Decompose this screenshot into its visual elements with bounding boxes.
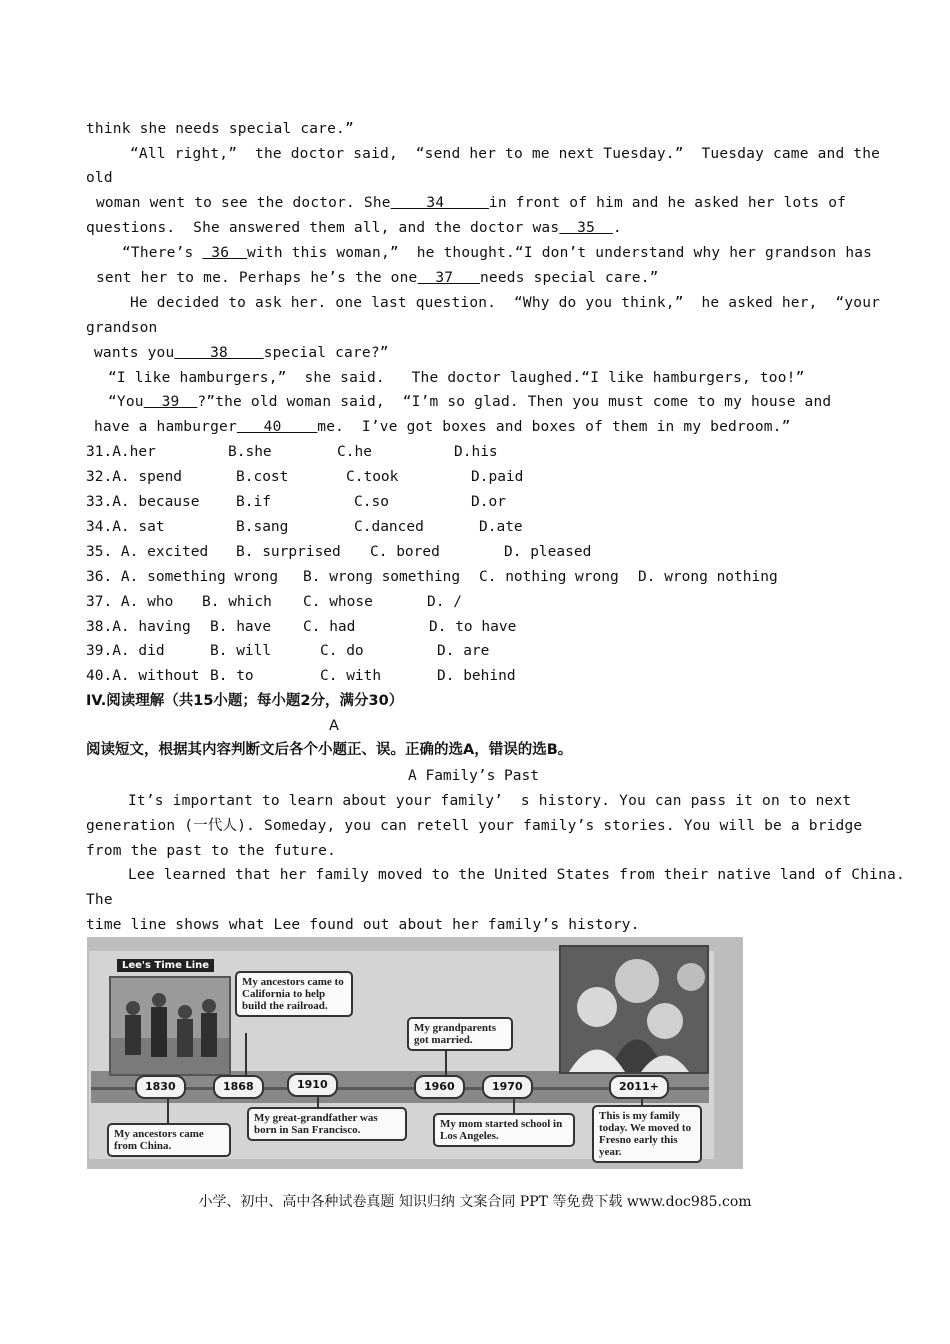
story-line-8: He decided to ask her. one last question. “Why do you think,” he asked her, “your <box>130 295 881 311</box>
q38-c: C. had <box>303 619 356 635</box>
stem-1970 <box>513 1099 515 1113</box>
q33-a: 33.A. because <box>86 494 200 510</box>
instruction-text: 阅读短文，根据其内容判断文后各个小题正、误。正确的选A，错误的选B。 <box>86 742 573 758</box>
q35-b: B. surprised <box>236 544 341 560</box>
story-line-4: woman went to see the doctor. She 34 in front of him and he asked her lots of <box>96 195 847 211</box>
q39-c: C. do <box>320 643 364 659</box>
story-line-10: wants you 38 special care?” <box>94 345 389 361</box>
timeline-title: Lee's Time Line <box>117 959 214 972</box>
part-label: A <box>329 718 339 734</box>
passage-p2-line2: The <box>86 892 113 908</box>
q32-d: D.paid <box>471 469 524 485</box>
year-1830: 1830 <box>135 1075 186 1099</box>
q32-c: C.took <box>346 469 399 485</box>
q34-d: D.ate <box>479 519 523 535</box>
q40-a: 40.A. without <box>86 668 200 684</box>
q35-c: C. bored <box>370 544 440 560</box>
q34-b: B.sang <box>236 519 289 535</box>
story-line-13: have a hamburger 40 me. I’ve got boxes and boxes of them in my bedroom.” <box>94 419 791 435</box>
blank-36: 36 <box>202 245 248 261</box>
story-line-6: “There’s 36 with this woman,” he thought.“I don’t understand why her grandson has <box>122 245 873 261</box>
timeline-figure <box>87 937 743 1169</box>
page-footer: 小学、初中、高中各种试卷真题 知识归纳 文案合同 PPT 等免费下载 www.doc985.com <box>198 1194 752 1210</box>
q35-a: 35. A. excited <box>86 544 209 560</box>
stem-1830 <box>167 1099 169 1123</box>
q31-c: C.he <box>337 444 372 460</box>
q36-c: C. nothing wrong <box>479 569 619 585</box>
q35-d: D. pleased <box>504 544 592 560</box>
blank-38: 38 <box>174 345 264 361</box>
q38-b: B. have <box>210 619 272 635</box>
q32-b: B.cost <box>236 469 289 485</box>
year-1910: 1910 <box>287 1073 338 1097</box>
q34-c: C.danced <box>354 519 424 535</box>
story-line-1: think she needs special care.” <box>86 121 354 137</box>
q37-a: 37. A. who <box>86 594 174 610</box>
q38-a: 38.A. having <box>86 619 191 635</box>
event-1868: My ancestors came to California to help build the railroad. <box>235 971 353 1017</box>
q36-a: 36. A. something wrong <box>86 569 279 585</box>
q31-d: D.his <box>454 444 498 460</box>
stem-1910 <box>317 1097 319 1107</box>
year-1868: 1868 <box>213 1075 264 1099</box>
q39-b: B. will <box>210 643 272 659</box>
story-line-7: sent her to me. Perhaps he’s the one 37 needs special care.” <box>96 270 659 286</box>
q33-b: B.if <box>236 494 271 510</box>
passage-p1-line1: It’s important to learn about your family’ s history. You can pass it on to next <box>128 793 852 809</box>
q38-d: D. to have <box>429 619 517 635</box>
q31-b: B.she <box>228 444 272 460</box>
family-photo <box>559 945 709 1074</box>
old-family-photo <box>109 976 231 1076</box>
q37-b: B. which <box>202 594 272 610</box>
passage-p2-line1: Lee learned that her family moved to the United States from their native land of China. <box>128 867 905 883</box>
story-line-2: “All right,” the doctor said, “send her to me next Tuesday.” Tuesday came and the <box>130 146 881 162</box>
blank-37: 37 <box>417 270 480 286</box>
stem-1960 <box>445 1049 447 1075</box>
blank-39: 39 <box>143 394 198 410</box>
q37-d: D. / <box>427 594 462 610</box>
event-2011: This is my family today. We moved to Fresno early this year. <box>592 1105 702 1163</box>
q37-c: C. whose <box>303 594 373 610</box>
q40-c: C. with <box>320 668 382 684</box>
q40-b: B. to <box>210 668 254 684</box>
passage-p1-line3: from the past to the future. <box>86 843 337 859</box>
year-1960: 1960 <box>414 1075 465 1099</box>
event-1970: My mom started school in Los Angeles. <box>433 1113 575 1147</box>
passage-p2-line3: time line shows what Lee found out about her family’s history. <box>86 917 640 933</box>
event-1830: My ancestors came from China. <box>107 1123 231 1157</box>
year-2011: 2011+ <box>609 1075 669 1099</box>
q33-d: D.or <box>471 494 506 510</box>
passage-p1-line2: generation (一代人). Someday, you can retell your family’s stories. You will be a bridge <box>86 818 863 834</box>
story-line-12: “You 39 ?”the old woman said, “I’m so glad. Then you must come to my house and <box>108 394 832 410</box>
year-1970: 1970 <box>482 1075 533 1099</box>
story-line-3: old <box>86 170 113 186</box>
event-1910: My great-grandfather was born in San Francisco. <box>247 1107 407 1141</box>
q40-d: D. behind <box>437 668 516 684</box>
blank-35: 35 <box>559 220 613 236</box>
q32-a: 32.A. spend <box>86 469 183 485</box>
section-heading: IV.阅读理解（共15小题；每小题2分，满分30） <box>86 693 404 709</box>
story-line-11: “I like hamburgers,” she said. The doctor laughed.“I like hamburgers, too!” <box>108 370 805 386</box>
q39-d: D. are <box>437 643 490 659</box>
story-line-5: questions. She answered them all, and the doctor was 35 . <box>86 220 622 236</box>
q31-a: 31.A.her <box>86 444 156 460</box>
q33-c: C.so <box>354 494 389 510</box>
q34-a: 34.A. sat <box>86 519 165 535</box>
blank-40: 40 <box>236 419 318 435</box>
event-1960: My grandparents got married. <box>407 1017 513 1051</box>
q36-d: D. wrong nothing <box>638 569 778 585</box>
blank-34: 34 <box>390 195 489 211</box>
stem-1868 <box>245 1033 247 1075</box>
passage-title: A Family’s Past <box>408 768 539 784</box>
q39-a: 39.A. did <box>86 643 165 659</box>
q36-b: B. wrong something <box>303 569 461 585</box>
story-line-9: grandson <box>86 320 158 336</box>
